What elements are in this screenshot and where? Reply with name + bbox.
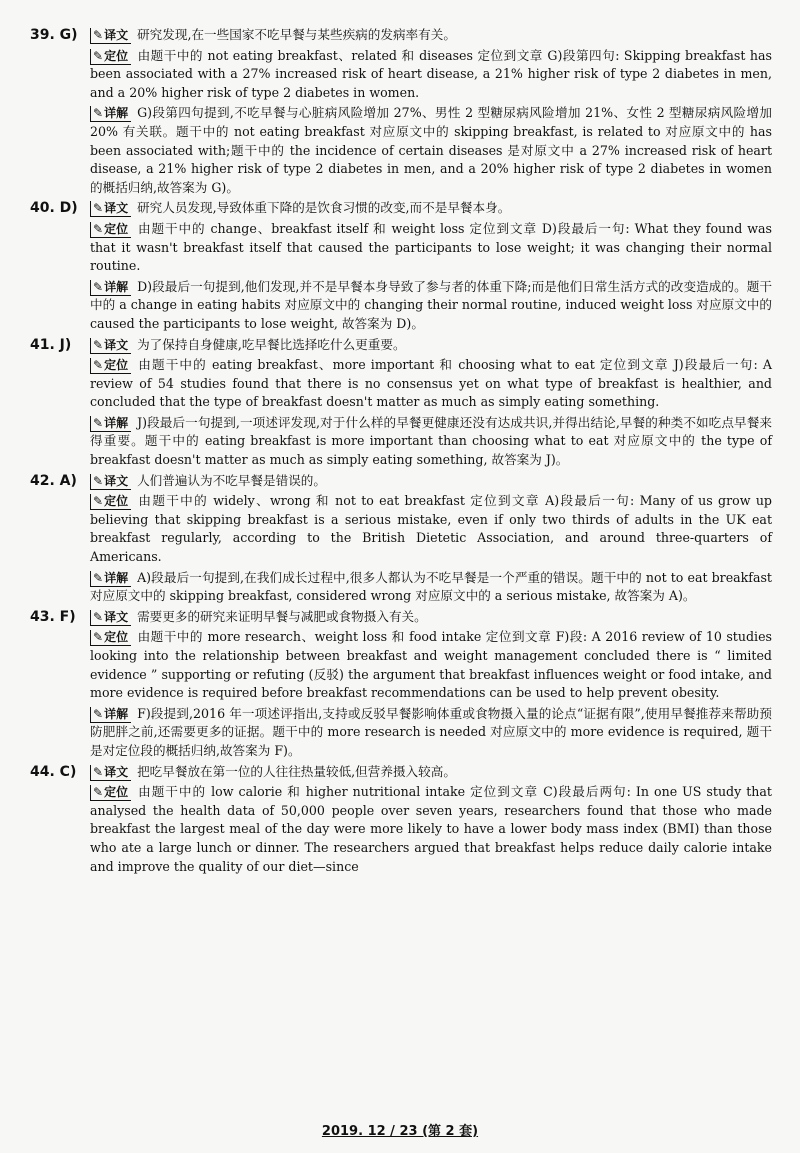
explain-tag xyxy=(90,571,131,587)
locate-block xyxy=(90,783,772,876)
explain-block xyxy=(90,278,772,334)
translation-label: 译文 xyxy=(104,28,129,42)
explain-label: 详解 xyxy=(104,570,129,585)
answer-item xyxy=(22,763,772,877)
pen-icon: ✎ xyxy=(93,221,104,236)
pen-icon: ✎ xyxy=(93,706,104,721)
translation-label: 译文 xyxy=(104,473,129,488)
locate-block xyxy=(90,492,772,566)
locate-tag xyxy=(90,494,131,510)
translation-text: 研究发现,在一些国家不吃早餐与某些疾病的发病率有关。 xyxy=(137,27,456,42)
answer-item xyxy=(22,608,772,761)
explain-tag xyxy=(90,416,131,432)
pen-icon: ✎ xyxy=(93,106,104,121)
locate-tag xyxy=(90,358,131,374)
explain-block xyxy=(90,414,772,470)
locate-text: 由题干中的 not eating breakfast、related 和 diseases 定位到文章 G)段第四句: Skipping breakfast has been associated with a 27% increased risk of heart disease, a 21% higher risk of type 2 diabetes in men, and a 20% higher risk of type 2 diabetes in women. xyxy=(90,47,772,100)
answer-item xyxy=(22,336,772,470)
locate-label: 定位 xyxy=(104,630,129,645)
question-number: 41. J) xyxy=(30,336,72,353)
explain-block xyxy=(90,569,772,606)
locate-text: 由题干中的 change、breakfast itself 和 weight loss 定位到文章 D)段最后一句: What they found was that it wasn't breakfast itself that caused the participants to lose weight; it was changing their normal routine. xyxy=(90,220,772,274)
translation-label: 译文 xyxy=(104,764,129,779)
explain-block xyxy=(90,104,772,197)
translation-text: 需要更多的研究来证明早餐与减肥或食物摄入有关。 xyxy=(137,608,427,624)
locate-label: 定位 xyxy=(104,48,129,63)
explain-label: 详解 xyxy=(104,415,129,430)
answer-list xyxy=(22,26,772,876)
translation-tag xyxy=(90,765,131,781)
explain-tag xyxy=(90,106,131,122)
locate-block xyxy=(90,220,772,276)
locate-label: 定位 xyxy=(104,785,129,800)
pen-icon: ✎ xyxy=(93,201,104,216)
explain-label: 详解 xyxy=(104,106,129,121)
translation-tag xyxy=(90,28,131,44)
translation-text: 人们普遍认为不吃早餐是错误的。 xyxy=(137,472,326,488)
pen-icon: ✎ xyxy=(93,337,104,352)
pen-icon: ✎ xyxy=(93,570,104,585)
pen-icon: ✎ xyxy=(93,494,104,509)
question-number: 39. G) xyxy=(30,27,78,43)
explain-label: 详解 xyxy=(104,706,129,721)
question-number: 43. F) xyxy=(30,608,76,625)
translation-block xyxy=(90,763,772,782)
translation-label: 译文 xyxy=(104,201,129,216)
locate-label: 定位 xyxy=(104,494,129,509)
explain-text: G)段第四句提到,不吃早餐与心脏病风险增加 27%、男性 2 型糖尿病风险增加 21%、女性 2 型糖尿病风险增加 20% 有关联。题干中的 not eating breakfast 对应原文中的 skipping breakfast, is related to 对应原文中的 has been associated with;题干中的 the incidence of certain diseases 是对原文中 a 27% increased risk of heart disease, a 21% higher risk of type 2 diabetes in men, and a 20% higher risk of type 2 diabetes in women 的概括归纳,故答案为 G)。 xyxy=(90,105,772,195)
translation-tag xyxy=(90,610,131,626)
explain-text: J)段最后一句提到,一项述评发现,对于什么样的早餐更健康还没有达成共识,并得出结论,早餐的种类不如吃点早餐来得重要。题干中的 eating breakfast is more important than choosing what to eat 对应原文中的 the type of breakfast doesn't matter as much as simply eating something, 故答案为 J)。 xyxy=(90,414,772,468)
pen-icon: ✎ xyxy=(93,630,104,645)
pen-icon: ✎ xyxy=(93,48,104,63)
locate-block xyxy=(90,47,772,103)
locate-text: 由题干中的 eating breakfast、more important 和 choosing what to eat 定位到文章 J)段最后一句: A review of 54 studies found that there is no consensus yet on what type of breakfast is healthier, and concluded that the type of breakfast doesn't matter as much as simply eating something. xyxy=(90,357,772,410)
answer-item xyxy=(22,199,772,333)
explain-text: F)段提到,2016 年一项述评指出,支持或反驳早餐影响体重或食物摄入量的论点“证据有限”,使用早餐推荐来帮助预防肥胖之前,还需要更多的证据。题干中的 more research is needed 对应原文中的 more evidence is required, 题干是对定位段的概括归纳,故答案为 F)。 xyxy=(90,705,772,758)
translation-block xyxy=(90,608,772,627)
locate-label: 定位 xyxy=(104,358,129,373)
translation-block xyxy=(90,26,772,45)
translation-tag xyxy=(90,201,131,217)
pen-icon: ✎ xyxy=(93,785,104,800)
locate-text: 由题干中的 more research、weight loss 和 food intake 定位到文章 F)段: A 2016 review of 10 studies looking into the relationship between breakfast and weight management concluded there is “ limited evidence ” supporting or refuting (反驳) the argument that breakfast influences weight or food intake, and more evidence is required before breakfast recommendations can be used to help prevent obesity. xyxy=(90,629,772,701)
locate-tag xyxy=(90,49,131,65)
explain-text: D)段最后一句提到,他们发现,并不是早餐本身导致了参与者的体重下降;而是他们日常生活方式的改变造成的。题干中的 a change in eating habits 对应原文中的 changing their normal routine, induced weight loss 对应原文中的 caused the participants to lose weight, 故答案为 D)。 xyxy=(90,278,772,331)
answer-item xyxy=(22,26,772,197)
question-number: 44. C) xyxy=(30,763,77,780)
translation-text: 研究人员发现,导致体重下降的是饮食习惯的改变,而不是早餐本身。 xyxy=(137,200,511,216)
explain-tag xyxy=(90,707,131,723)
answer-item xyxy=(22,472,772,606)
pen-icon: ✎ xyxy=(93,279,104,294)
pen-icon: ✎ xyxy=(93,28,104,42)
pen-icon: ✎ xyxy=(93,358,104,373)
translation-block xyxy=(90,472,772,491)
translation-text: 把吃早餐放在第一位的人往往热量较低,但营养摄入较高。 xyxy=(137,763,456,779)
locate-text: 由题干中的 widely、wrong 和 not to eat breakfast 定位到文章 A)段最后一句: Many of us grow up believing that skipping breakfast is a serious mistake, even if only two thirds of adults in the UK eat breakfast regularly, according to the British Dietetic Association, and around three-quarters of Americans. xyxy=(90,493,772,565)
pen-icon: ✎ xyxy=(93,473,104,488)
translation-label: 译文 xyxy=(104,609,129,624)
explain-tag xyxy=(90,280,131,296)
locate-block xyxy=(90,628,772,702)
locate-tag xyxy=(90,222,131,238)
explain-text: A)段最后一句提到,在我们成长过程中,很多人都认为不吃早餐是一个严重的错误。题干中的 not to eat breakfast 对应原文中的 skipping breakfast, considered wrong 对应原文中的 a serious mistake, 故答案为 A)。 xyxy=(90,569,772,604)
locate-label: 定位 xyxy=(104,221,129,236)
question-number: 42. A) xyxy=(30,472,77,489)
locate-block xyxy=(90,356,772,412)
translation-block xyxy=(90,199,772,218)
page-footer: 2019. 12 / 23 (第 2 套) xyxy=(321,1124,479,1139)
translation-text: 为了保持自身健康,吃早餐比选择吃什么更重要。 xyxy=(137,336,406,352)
pen-icon: ✎ xyxy=(93,415,104,430)
explain-block xyxy=(90,705,772,761)
explain-label: 详解 xyxy=(104,279,129,294)
locate-text: 由题干中的 low calorie 和 higher nutritional intake 定位到文章 C)段最后两句: In one US study that analysed the health data of 50,000 people over seven years, researchers found that those who made breakfast the largest meal of the day were more likely to have a lower body mass index (BMI) than those who ate a large lunch or dinner. The researchers argued that breakfast helps reduce daily calorie intake and improve the quality of our diet—since xyxy=(90,784,772,874)
pen-icon: ✎ xyxy=(93,609,104,624)
locate-tag xyxy=(90,785,131,801)
question-number: 40. D) xyxy=(30,200,78,217)
translation-block xyxy=(90,336,772,355)
translation-tag xyxy=(90,338,131,354)
translation-label: 译文 xyxy=(104,337,129,352)
pen-icon: ✎ xyxy=(93,764,104,779)
locate-tag xyxy=(90,630,131,646)
translation-tag xyxy=(90,474,131,490)
